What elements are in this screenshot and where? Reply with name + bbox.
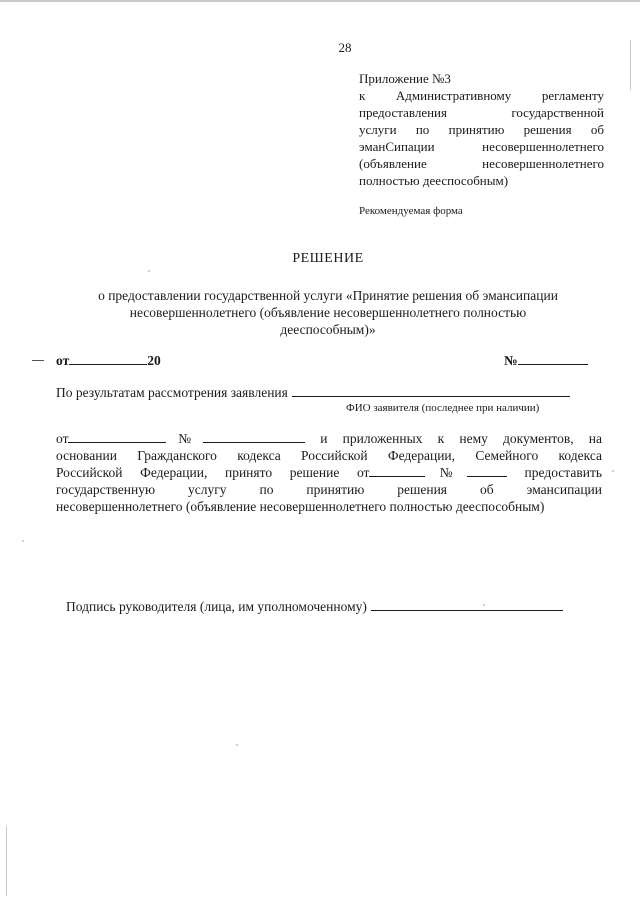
scan-speck: [483, 604, 485, 606]
decision-number-line: [504, 352, 588, 369]
decision-body: [56, 430, 602, 515]
scan-edge-mark: [630, 40, 631, 90]
application-date-field[interactable]: [68, 430, 166, 443]
body-line: [56, 430, 602, 447]
body-line: [56, 464, 602, 481]
appendix-line: предоставления государственной: [359, 105, 604, 120]
appendix-line: (объявление несовершеннолетнего: [359, 156, 604, 171]
applicant-name-field[interactable]: [292, 384, 570, 397]
body-number-sign: №: [166, 431, 204, 446]
application-number-field[interactable]: [203, 430, 305, 443]
body-text-fragment: Российской Федерации, принято решение от: [56, 465, 370, 480]
date-blank-field[interactable]: [69, 352, 147, 365]
date-from-label: от: [56, 353, 70, 368]
subtitle-line: дееспособным)»: [280, 322, 376, 337]
signature-line: [66, 598, 563, 615]
decision-date-field[interactable]: [369, 464, 425, 477]
body-text-fragment: и приложенных к нему документов, на: [320, 431, 603, 446]
body-line: государственную услугу по принятию решения об эмансипации: [56, 482, 602, 497]
review-line: [56, 384, 570, 401]
body-text-fragment: предоставить: [524, 465, 602, 480]
signature-field[interactable]: [371, 598, 563, 611]
scan-speck: [236, 744, 238, 746]
applicant-field-caption: ФИО заявителя (последнее при наличии): [346, 402, 540, 414]
subtitle-line: несовершеннолетнего (объявление несовершеннолетнего полностью: [129, 305, 527, 320]
appendix-line: полностью дееспособным): [359, 173, 509, 188]
decision-number-field[interactable]: [467, 464, 507, 477]
appendix-line: услуги по принятию решения об: [359, 122, 604, 137]
appendix-line: Приложение №3: [359, 71, 451, 86]
appendix-block: [359, 70, 604, 189]
margin-dash: [32, 360, 44, 361]
decision-date-line: [56, 352, 161, 369]
document-title: РЕШЕНИЕ: [292, 251, 364, 266]
recommended-form-label: Рекомендуемая форма: [359, 205, 463, 217]
document-subtitle: [60, 287, 596, 338]
scan-top-border: [0, 0, 640, 2]
review-label: По результатам рассмотрения заявления: [56, 385, 288, 400]
scan-speck: [22, 540, 24, 542]
body-line: несовершеннолетнего (объявление несовершеннолетнего полностью дееспособным): [56, 499, 545, 514]
scan-edge-mark: [6, 826, 7, 896]
scan-speck: [148, 270, 150, 272]
page-number: 28: [338, 40, 352, 55]
number-sign: №: [504, 353, 518, 368]
date-year-label: 20: [147, 353, 161, 368]
body-number-sign: №: [425, 465, 467, 480]
subtitle-line: о предоставлении государственной услуги «Принятие решения об эмансипации: [98, 288, 558, 303]
appendix-line: к Административному регламенту: [359, 88, 604, 103]
appendix-line: эманСипации несовершеннолетнего: [359, 139, 604, 154]
number-blank-field[interactable]: [518, 352, 588, 365]
scan-speck: [612, 470, 614, 472]
body-line: основании Гражданского кодекса Российской Федерации, Семейного кодекса: [56, 448, 602, 463]
signature-label: Подпись руководителя (лица, им уполномоченному): [66, 599, 367, 614]
body-from-label: от: [56, 431, 69, 446]
